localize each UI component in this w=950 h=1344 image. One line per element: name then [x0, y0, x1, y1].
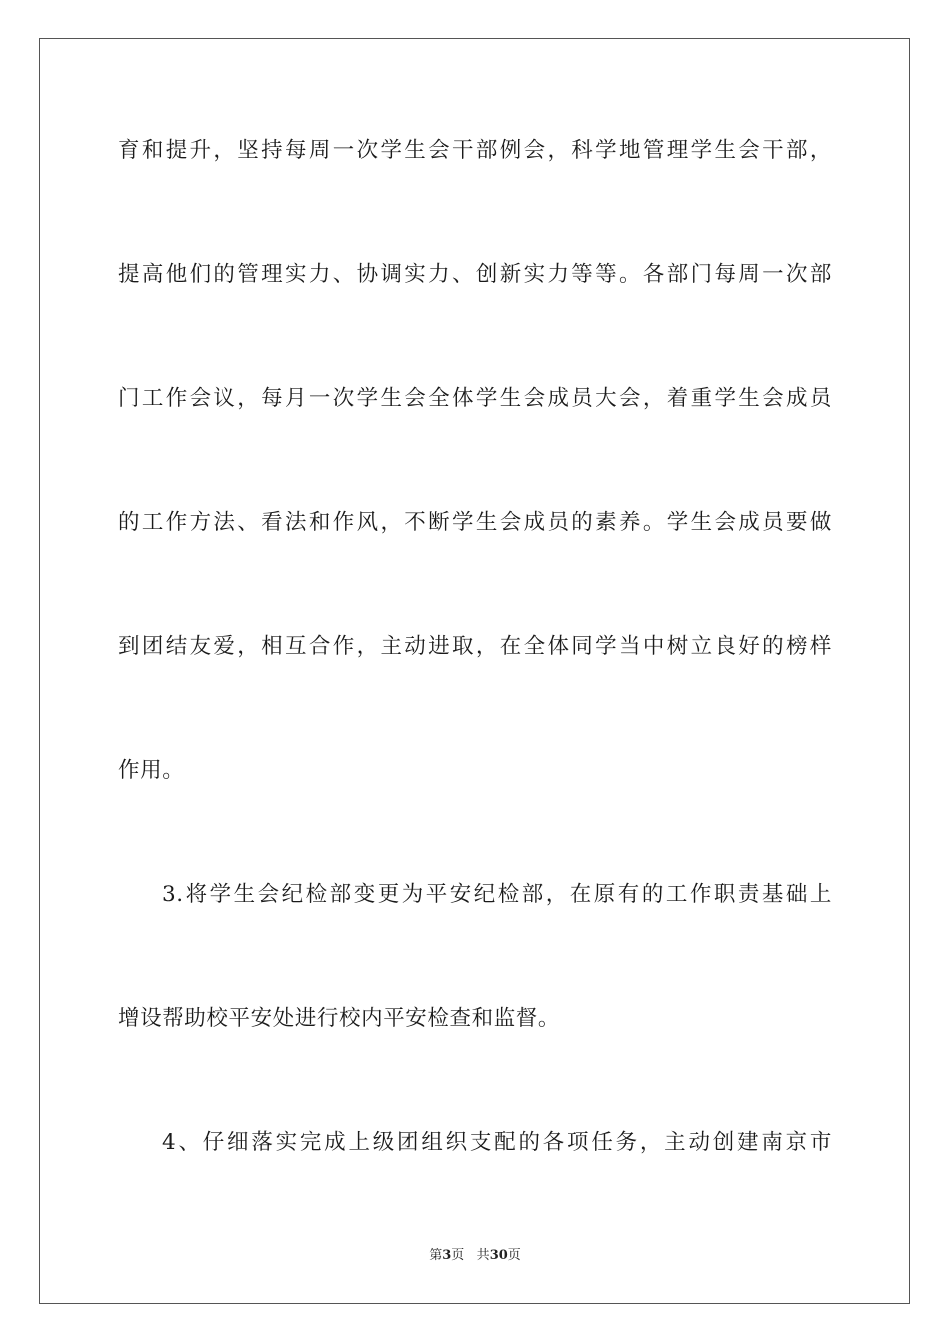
footer-total-pages: 30: [489, 1248, 508, 1263]
paragraph-line-4: 的工作方法、看法和作风，不断学生会成员的素养。学生会成员要做: [118, 510, 832, 535]
paragraph-line-9: 4、仔细落实完成上级团组织支配的各项任务，主动创建南京市: [162, 1130, 832, 1155]
page-frame: [39, 38, 910, 1304]
page-footer: [0, 1247, 950, 1265]
paragraph-line-8: 增设帮助校平安处进行校内平安检查和监督。: [118, 1006, 561, 1031]
paragraph-line-5: 到团结友爱，相互合作，主动进取，在全体同学当中树立良好的榜样: [118, 634, 832, 659]
paragraph-line-2: 提高他们的管理实力、协调实力、创新实力等等。各部门每周一次部: [118, 262, 832, 287]
footer-page-suffix: 页: [451, 1248, 465, 1263]
footer-page-number: 3: [442, 1248, 452, 1263]
paragraph-line-1: 育和提升，坚持每周一次学生会干部例会，科学地管理学生会干部，: [118, 138, 832, 163]
paragraph-line-7: 3.将学生会纪检部变更为平安纪检部，在原有的工作职责基础上: [162, 882, 832, 907]
footer-total-suffix: 页: [507, 1248, 521, 1263]
paragraph-line-6: 作用。: [118, 758, 185, 783]
footer-page-prefix: 第: [429, 1248, 443, 1263]
paragraph-line-3: 门工作会议，每月一次学生会全体学生会成员大会，着重学生会成员: [118, 386, 832, 411]
footer-total-prefix: 共: [476, 1248, 490, 1263]
